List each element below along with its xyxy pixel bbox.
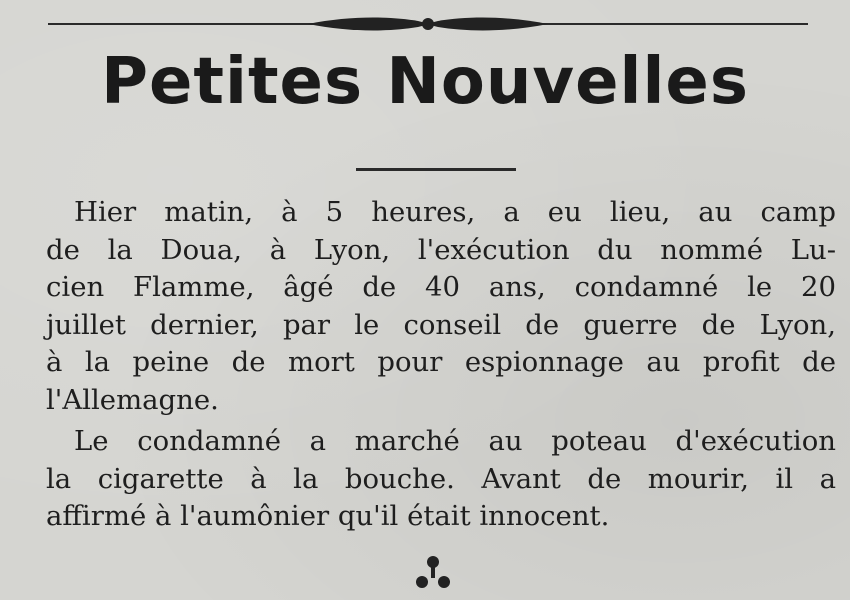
article-line: Le condamné a marché au poteau d'exécution: [74, 425, 836, 457]
article-line: la cigarette à la bouche. Avant de mourir, il a: [46, 462, 836, 495]
article-line: cien Flamme, âgé de 40 ans, condamné le 20: [46, 271, 836, 303]
title-divider: [356, 168, 516, 171]
article-line: affirmé à l'aumônier qu'il était innocent.: [46, 500, 610, 532]
fleuron-ornament-icon: [408, 552, 458, 596]
news-article: [46, 194, 836, 536]
article-line: Hier matin, à 5 heures, a eu lieu, au camp: [74, 196, 836, 228]
ornamental-rule-icon: [48, 12, 808, 36]
article-line: de la Doua, à Lyon, l'exécution du nommé Lu-: [46, 233, 836, 266]
article-line: à la peine de mort pour espionnage au profit de: [46, 346, 836, 378]
page-title: Petites Nouvelles: [101, 45, 749, 119]
article-line: juillet dernier, par le conseil de guerre de Lyon,: [46, 308, 836, 341]
article-line: l'Allemagne.: [46, 383, 219, 416]
